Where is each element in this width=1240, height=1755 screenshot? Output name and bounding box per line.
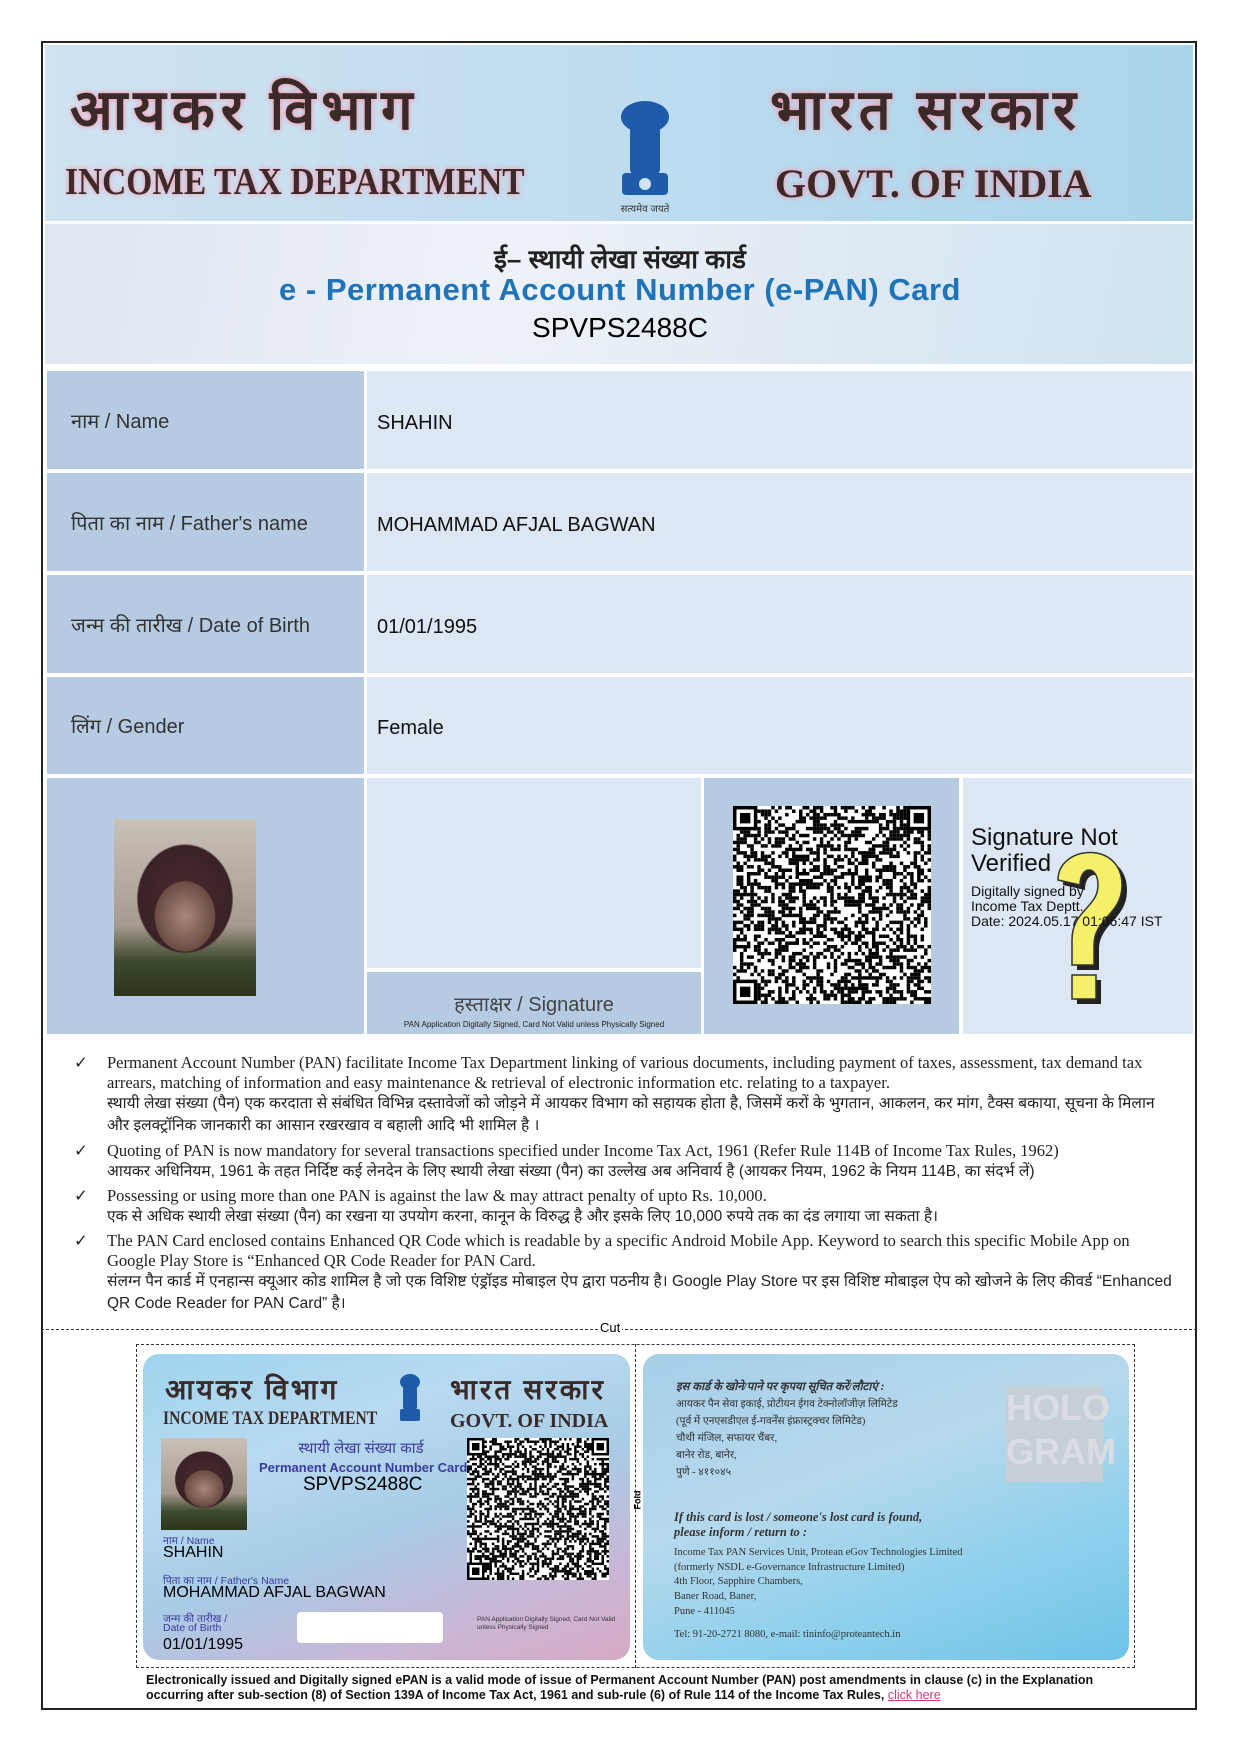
address-line: चौथी मंजिल, सफायर चैंबर,: [676, 1433, 778, 1444]
signed-by-block: [971, 884, 1162, 929]
national-emblem-icon: [393, 1372, 427, 1434]
front-dept-english: INCOME TAX DEPARTMENT: [163, 1408, 378, 1429]
address-line: 4th Floor, Sapphire Chambers,: [674, 1576, 803, 1588]
address-line: Income Tax PAN Services Unit, Protean eGov Technologies Limited: [674, 1547, 963, 1558]
bullet-text-hi: संलग्न पैन कार्ड में एनहान्स क्यूआर कोड शामिल है जो एक विशिष्ट एंड्रॉइड मोबाइल ऐप द्वारा पठनीय है। Google Play Store पर इस विशिष्ट मोबाइल ऐप को खोजने के लिए कीवर्ड “Enhanced QR Code Reader for PAN Card” है।: [107, 1273, 1172, 1312]
front-govt-english: GOVT. OF INDIA: [450, 1410, 609, 1432]
heading-line: please inform / return to :: [674, 1525, 807, 1539]
front-pan-number: SPVPS2488C: [303, 1474, 423, 1495]
bullet-text-en: The PAN Card enclosed contains Enhanced QR Code which is readable by a specific Android Mobile App. Keyword to search this specific Mobile App on Google Play Store is “Enhanced QR Code Reader for PAN Card.: [107, 1231, 1130, 1270]
signed-by-line2: Income Tax Deptt.: [971, 898, 1084, 914]
front-dob: 01/01/1995: [163, 1636, 244, 1653]
front-father-name: MOHAMMAD AFJAL BAGWAN: [163, 1584, 386, 1601]
address-line: Pune - 411045: [674, 1605, 735, 1617]
signature-date: Date: 2024.05.17 01:06:47 IST: [971, 913, 1163, 929]
check-icon: ✓: [74, 1231, 88, 1250]
address-line: बानेर रोड, बानेर,: [676, 1450, 737, 1461]
info-bullet: [70, 1231, 1180, 1315]
heading-line: If this card is lost / someone's lost card is found,: [674, 1510, 923, 1524]
click-here-link[interactable]: click here: [887, 1688, 941, 1702]
front-govt-hindi: भारत सरकार: [450, 1375, 606, 1406]
check-icon: ✓: [74, 1141, 88, 1160]
address-line: पुणे - ४११०४५: [676, 1467, 732, 1478]
dob-label: जन्म की तारीख / Date of Birth: [47, 575, 364, 673]
front-father-label: पिता का नाम / Father's Name: [163, 1575, 290, 1587]
footer-text: Electronically issued and Digitally signed ePAN is a valid mode of issue of Permanent Account Number (PAN) post amendments in clause (c) in the Explanation occurring after sub-section (8) of Section 139A of Income Tax Act, 1961 and sub-rule (6) of Rule 114 of the Income Tax Rules,: [146, 1673, 1094, 1702]
bullet-text-hi: स्थायी लेखा संख्या (पैन) एक करदाता से संबंधित विभिन्न दस्तावेजों को जोड़ने में आयकर विभाग को सहायक होता है, जिसमें करों के भुगतान, आकलन, कर मांग, टैक्स बकाया, सूचना के मिलान और इलक्ट्रॉनिक जानकारी का आसान रखरखाव व बहाली आदि भी शामिल है ।: [107, 1095, 1155, 1134]
bullet-text-en: Permanent Account Number (PAN) facilitate Income Tax Department linking of various documents, including payment of taxes, assessment, tax demand tax arrears, matching of information and easy maintenance & retrieval of electronic information etc. relating to a taxpayer.: [107, 1053, 1143, 1092]
back-english-heading: [674, 1510, 922, 1540]
front-dob-label-hi: जन्म की तारीख /: [163, 1613, 228, 1625]
bullet-text-en: Quoting of PAN is now mandatory for several transactions specified under Income Tax Act, 1961 (Refer Rule 114B of Income Tax Rules, 1962): [107, 1141, 1059, 1160]
dept-english: INCOME TAX DEPARTMENT: [65, 161, 525, 203]
hologram-text: HOLO: [1006, 1387, 1110, 1428]
front-title-english: Permanent Account Number Card: [259, 1460, 468, 1475]
fold-label: Fold: [632, 1490, 643, 1510]
info-bullet: [70, 1186, 1180, 1228]
info-bullet: [70, 1141, 1180, 1183]
father-name-value: MOHAMMAD AFJAL BAGWAN: [367, 473, 1193, 571]
emblem-motto: सत्यमेव जयते: [620, 204, 670, 215]
front-dept-hindi: आयकर विभाग: [165, 1375, 340, 1406]
back-hindi-address: [676, 1396, 898, 1481]
front-title-hindi: स्थायी लेखा संख्या कार्ड: [298, 1440, 424, 1457]
name-label: नाम / Name: [47, 371, 364, 469]
front-name-label: नाम / Name: [163, 1535, 215, 1547]
front-dob-label-en: Date of Birth: [163, 1622, 222, 1634]
front-name: SHAHIN: [163, 1544, 224, 1561]
legal-footer: [146, 1673, 1106, 1703]
address-line: Baner Road, Baner,: [674, 1591, 757, 1603]
cut-label: Cut: [600, 1320, 621, 1335]
name-value: SHAHIN: [367, 371, 1193, 469]
govt-hindi: भारत सरकार: [770, 80, 1082, 142]
signature-label-cell: [367, 972, 701, 1034]
address-line: (पूर्व में एनएसडीएल ई-गवर्नेंस इंफ्रास्ट्रक्चर लिमिटेड): [676, 1416, 866, 1427]
hologram-placeholder: [1006, 1386, 1116, 1482]
address-line: आयकर पैन सेवा इकाई, प्रोटीयन ईगव टेक्नोलॉजीज़ लिमिटेड: [676, 1399, 898, 1410]
signature-box: [367, 778, 701, 968]
signature-label: हस्ताक्षर / Signature: [454, 994, 614, 1016]
govt-english: GOVT. OF INDIA: [775, 161, 1092, 206]
card-title-english: e - Permanent Account Number (e-PAN) Card: [279, 272, 961, 307]
check-icon: ✓: [74, 1186, 88, 1205]
front-sign-note: PAN Application Digitally Signed, Card Not Valid unless Physically Signed: [477, 1616, 616, 1631]
dept-hindi: आयकर विभाग: [70, 80, 419, 142]
pan-card-front: [143, 1354, 630, 1660]
front-photo: [161, 1438, 247, 1530]
signature-status: Signature Not Verified: [971, 824, 1118, 877]
back-contact: Tel: 91-20-2721 8080, e-mail: tininfo@proteantech.in: [674, 1629, 901, 1640]
card-title-hindi: ई– स्थायी लेखा संख्या कार्ड: [494, 244, 746, 274]
gender-label: लिंग / Gender: [47, 677, 364, 774]
bullet-text-en: Possessing or using more than one PAN is against the law & may attract penalty of upto Rs. 10,000.: [107, 1186, 767, 1205]
father-name-label: पिता का नाम / Father's name: [47, 473, 364, 571]
signature-note: PAN Application Digitally Signed, Card Not Valid unless Physically Signed: [403, 1020, 665, 1029]
front-signature-box: [297, 1612, 443, 1643]
front-qr-code: [467, 1438, 609, 1580]
holder-photo: [114, 819, 256, 996]
hologram-text: GRAM: [1006, 1431, 1116, 1472]
gender-value: Female: [367, 677, 1193, 774]
back-hindi-heading: इस कार्ड के खोने/पाने पर कृपया सूचित करें/लौटाएं :: [676, 1381, 885, 1393]
pan-number: SPVPS2488C: [532, 312, 708, 343]
check-icon: ✓: [74, 1053, 88, 1072]
back-english-address: [674, 1546, 963, 1620]
national-emblem-icon: [600, 95, 690, 217]
dob-value: 01/01/1995: [367, 575, 1193, 673]
address-line: (formerly NSDL e-Governance Infrastructure Limited): [674, 1561, 905, 1573]
bullet-text-hi: आयकर अधिनियम, 1961 के तहत निर्दिष्ट कई लेनदेन के लिए स्थायी लेखा संख्या (पैन) का उल्लेख अब अनिवार्य है (आयकर नियम, 1962 के नियम 114B, का संदर्भ लें): [107, 1163, 1035, 1180]
qr-code: [733, 806, 931, 1004]
pan-card-back: [643, 1354, 1129, 1660]
signed-by-line1: Digitally signed by: [971, 883, 1084, 899]
bullet-text-hi: एक से अधिक स्थायी लेखा संख्या (पैन) का रखना या उपयोग करना, कानून के विरुद्ध है और इसके लिए 10,000 रुपये तक का दंड लगाया जा सकता है।: [107, 1208, 938, 1225]
info-bullet: [70, 1053, 1180, 1137]
